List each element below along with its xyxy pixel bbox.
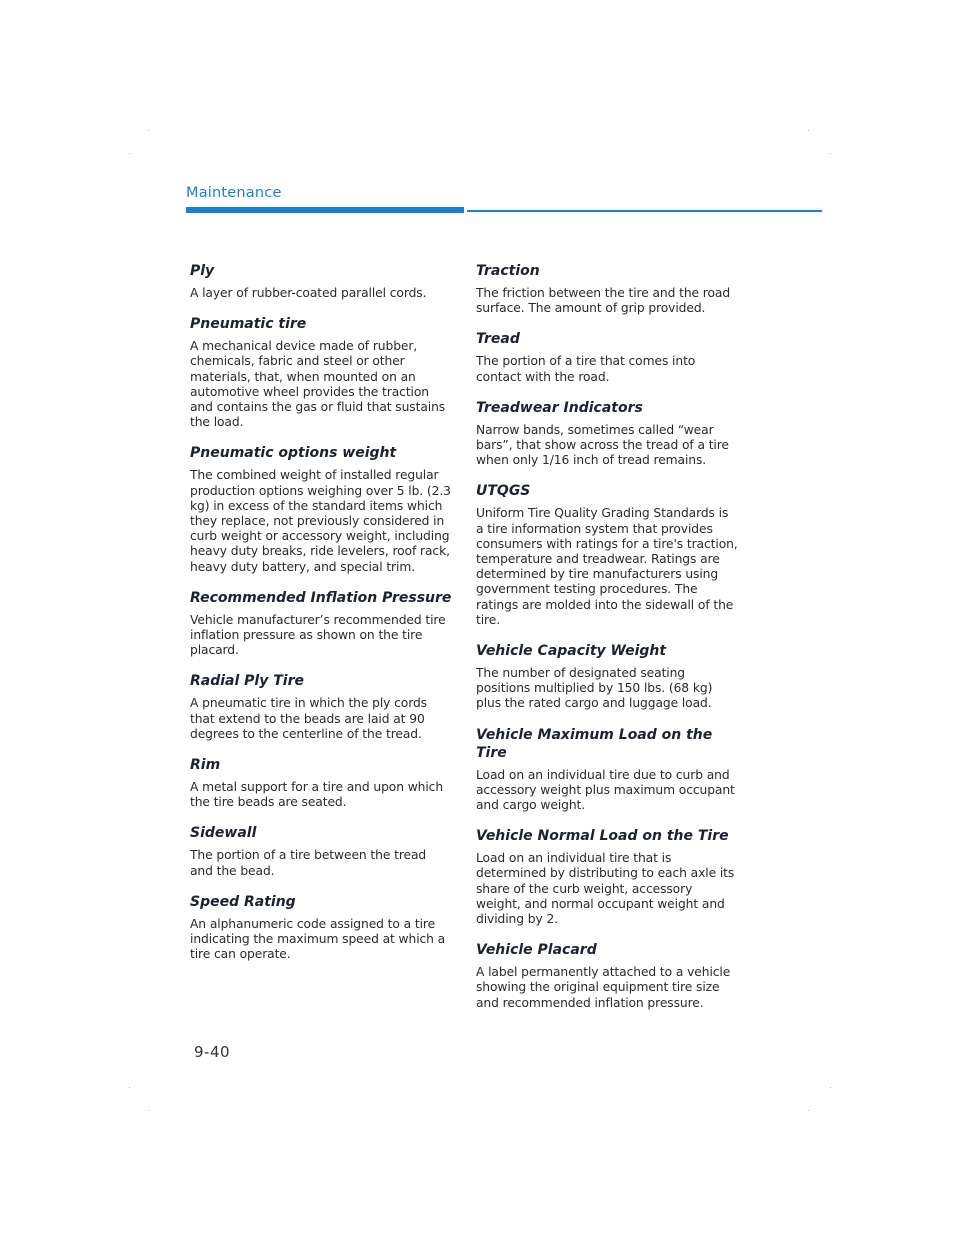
glossary-entry — [190, 315, 452, 430]
header-rule-bold — [186, 207, 464, 213]
glossary-term: Vehicle Capacity Weight — [476, 643, 667, 660]
glossary-term: Vehicle Normal Load on the Tire — [476, 828, 729, 845]
glossary-definition: The portion of a tire between the tread and the bead. — [190, 848, 427, 878]
crop-mark — [129, 153, 130, 154]
glossary-entry — [190, 589, 452, 659]
glossary-definition: The combined weight of installed regular production options weighing over 5 lb. (2.3 kg) in excess of the standard items which they replace, not previously considered in curb weight or accessory weight, including heavy duty breaks, ride levelers, roof rack, heavy duty battery, and special trim. — [190, 468, 451, 574]
glossary-definition: The friction between the tire and the road surface. The amount of grip provided. — [476, 286, 731, 316]
page-number: 9-40 — [194, 1043, 231, 1061]
glossary-entry — [476, 642, 738, 712]
glossary-definition: Uniform Tire Quality Grading Standards is a tire information system that provides consumers with ratings for a tire's traction, temperature and treadwear. Ratings are determined by tire manufacturers using government testing procedures. The ratings are molded into the sidewall of the tire. — [476, 506, 738, 627]
glossary-definition: A mechanical device made of rubber, chemicals, fabric and steel or other materials, that, when mounted on an automotive wheel provides the traction and contains the gas or fluid that sustains the load. — [190, 339, 446, 430]
crop-mark — [830, 153, 831, 154]
glossary-term: Vehicle Maximum Load on the Tire — [476, 726, 713, 761]
glossary-entry — [476, 482, 738, 628]
glossary-definition: Vehicle manufacturer’s recommended tire inflation pressure as shown on the tire placard. — [190, 612, 446, 658]
glossary-term: Pneumatic options weight — [190, 445, 397, 462]
glossary-entry — [190, 756, 452, 810]
crop-mark — [148, 130, 149, 131]
glossary-entry — [190, 262, 452, 301]
glossary-definition: A layer of rubber-coated parallel cords. — [190, 286, 427, 300]
glossary-term: Pneumatic tire — [190, 316, 307, 333]
glossary-term: Tread — [476, 331, 520, 348]
glossary-term: Speed Rating — [190, 893, 296, 910]
glossary-definition: A label permanently attached to a vehicle showing the original equipment tire size and recommended inflation pressure. — [476, 965, 731, 1010]
glossary-entry — [476, 941, 738, 1011]
glossary-entry — [476, 330, 738, 384]
glossary-definition: Narrow bands, sometimes called “wear bars”, that show across the tread of a tire when only 1/16 inch of tread remains. — [476, 422, 729, 468]
glossary-entry — [476, 399, 738, 469]
left-column — [190, 262, 452, 976]
glossary-entry — [476, 827, 738, 927]
glossary-definition: A pneumatic tire in which the ply cords that extend to the beads are laid at 90 degrees to the centerline of the tread. — [190, 696, 427, 741]
glossary-entry — [190, 893, 452, 963]
glossary-definition: An alphanumeric code assigned to a tire indicating the maximum speed at which a tire can operate. — [190, 916, 446, 962]
glossary-term: Rim — [190, 757, 221, 774]
glossary-entry — [476, 262, 738, 316]
glossary-entry — [190, 824, 452, 878]
glossary-term: Ply — [190, 263, 215, 279]
glossary-entry — [476, 726, 738, 814]
glossary-definition: A metal support for a tire and upon which the tire beads are seated. — [190, 780, 444, 810]
crop-mark — [808, 1110, 809, 1111]
glossary-term: Vehicle Placard — [476, 942, 597, 959]
right-column — [476, 262, 738, 1025]
glossary-definition: Load on an individual tire due to curb and accessory weight plus maximum occupant and cargo weight. — [476, 767, 735, 813]
section-title: Maintenance — [186, 185, 282, 201]
glossary-definition: The portion of a tire that comes into contact with the road. — [476, 354, 696, 384]
crop-mark — [148, 1110, 149, 1111]
glossary-term: Treadwear Indicators — [476, 399, 643, 416]
crop-mark — [808, 130, 809, 131]
crop-mark — [129, 1087, 130, 1088]
crop-mark — [830, 1087, 831, 1088]
glossary-term: Sidewall — [190, 825, 257, 842]
glossary-term: Recommended Inflation Pressure — [190, 589, 452, 606]
glossary-entry — [190, 672, 452, 742]
header-rule-thin — [467, 210, 822, 212]
glossary-definition: The number of designated seating positions multiplied by 150 lbs. (68 kg) plus the rated cargo and luggage load. — [476, 666, 713, 711]
glossary-entry — [190, 444, 452, 574]
glossary-term: Radial Ply Tire — [190, 673, 304, 690]
glossary-definition: Load on an individual tire that is determined by distributing to each axle its share of the curb weight, accessory weight, and normal occupant weight and dividing by 2. — [476, 851, 735, 927]
glossary-term: Traction — [476, 263, 540, 279]
glossary-term: UTQGS — [476, 483, 531, 500]
